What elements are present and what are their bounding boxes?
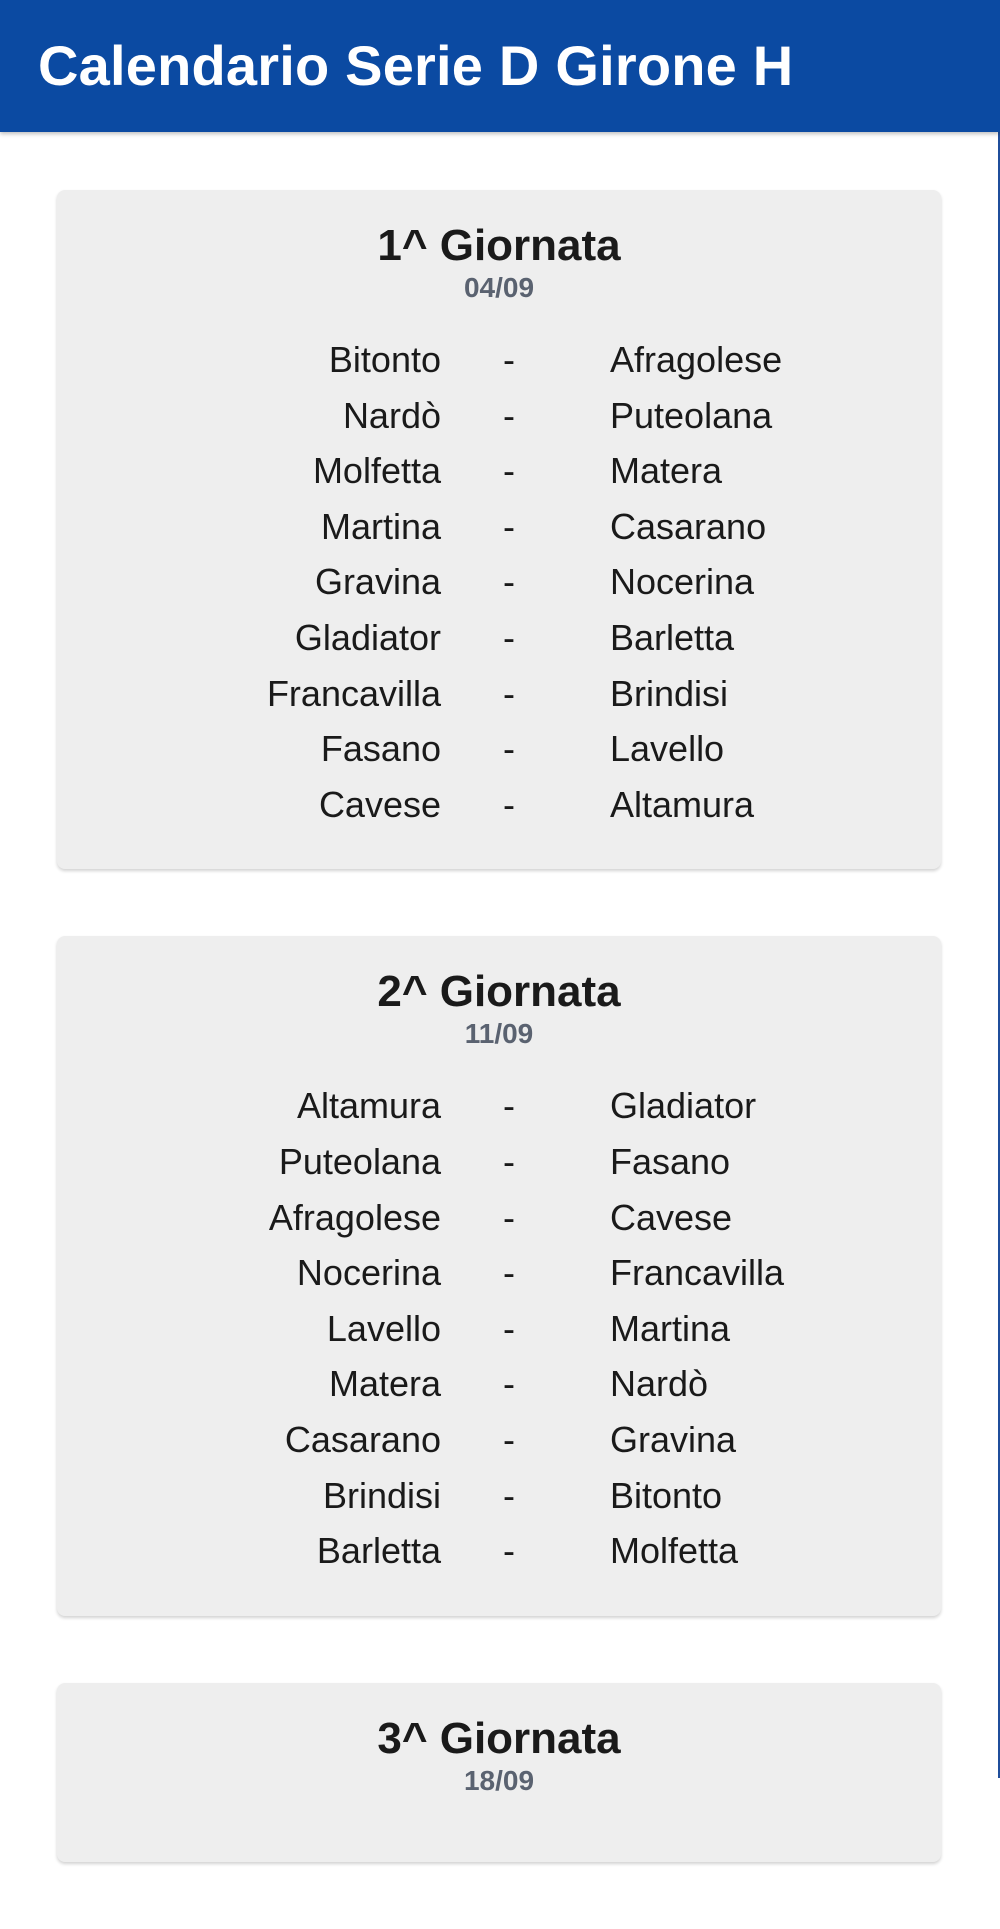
match-separator: - [503,1085,515,1127]
match-row [57,616,941,672]
home-team: Francavilla [266,672,441,714]
match-list [57,1084,941,1584]
match-separator: - [503,561,515,603]
match-separator: - [503,450,515,492]
match-row [57,1362,941,1418]
match-row [57,449,941,505]
away-team: Brindisi [610,672,729,714]
round-title: 3^ Giornata [377,1713,621,1763]
home-team: Lavello [326,1307,441,1349]
match-row [57,505,941,561]
away-team: Gravina [610,1418,737,1460]
match-separator: - [503,1252,515,1294]
round-date: 18/09 [463,1764,535,1796]
away-team: Barletta [610,616,735,658]
match-row [57,1474,941,1530]
match-row [57,1140,941,1196]
match-separator: - [503,1530,515,1572]
home-team: Nardò [342,394,441,436]
home-team: Nocerina [296,1252,441,1294]
home-team: Gladiator [294,616,441,658]
match-separator: - [503,1140,515,1182]
home-team: Puteolana [278,1140,441,1182]
home-team: Brindisi [322,1474,441,1516]
away-team: Gladiator [610,1085,757,1127]
match-separator: - [503,1363,515,1405]
home-team: Barletta [316,1530,441,1572]
match-separator: - [503,1418,515,1460]
match-separator: - [503,505,515,547]
match-separator: - [503,616,515,658]
round-card [57,936,941,1615]
match-row [57,394,941,450]
match-separator: - [503,394,515,436]
away-team: Francavilla [610,1252,785,1294]
match-row [57,560,941,616]
home-team: Molfetta [312,450,441,492]
match-separator: - [503,1307,515,1349]
round-card [57,1683,941,1862]
away-team: Nardò [610,1363,709,1405]
match-row [57,1307,941,1363]
match-row [57,672,941,728]
match-row [57,1529,941,1585]
home-team: Cavese [318,783,441,825]
round-title: 1^ Giornata [377,221,621,270]
match-separator: - [503,339,515,380]
app-header [0,0,1000,132]
match-row [57,1196,941,1252]
round-card [57,190,941,869]
match-separator: - [503,1196,515,1238]
away-team: Martina [610,1307,731,1349]
home-team: Fasano [320,728,441,770]
match-list [57,338,941,838]
home-team: Matera [328,1363,441,1405]
home-team: Afragolese [268,1196,441,1238]
away-team: Matera [610,450,723,492]
away-team: Molfetta [610,1530,739,1572]
home-team: Martina [320,505,441,547]
match-row [57,783,941,839]
round-date: 04/09 [463,272,535,303]
away-team: Bitonto [610,1474,723,1516]
match-separator: - [503,1474,515,1516]
away-team: Afragolese [610,339,783,380]
away-team: Cavese [610,1196,733,1238]
away-team: Nocerina [610,561,755,603]
away-team: Casarano [610,505,767,547]
match-row [57,1084,941,1140]
home-team: Casarano [284,1418,441,1460]
away-team: Puteolana [610,394,773,436]
match-row [57,1251,941,1307]
away-team: Fasano [610,1140,731,1182]
home-team: Bitonto [328,339,441,380]
match-separator: - [503,728,515,770]
page-title: Calendario Serie D Girone H [38,34,794,97]
match-row [57,338,941,394]
home-team: Altamura [296,1085,441,1127]
match-separator: - [503,672,515,714]
match-row [57,1418,941,1474]
rounds-list[interactable] [57,190,941,1929]
match-separator: - [503,783,515,825]
round-title: 2^ Giornata [377,967,621,1017]
home-team: Gravina [314,561,441,603]
round-date: 11/09 [464,1018,534,1050]
away-team: Lavello [610,728,725,770]
away-team: Altamura [610,783,755,825]
match-row [57,727,941,783]
